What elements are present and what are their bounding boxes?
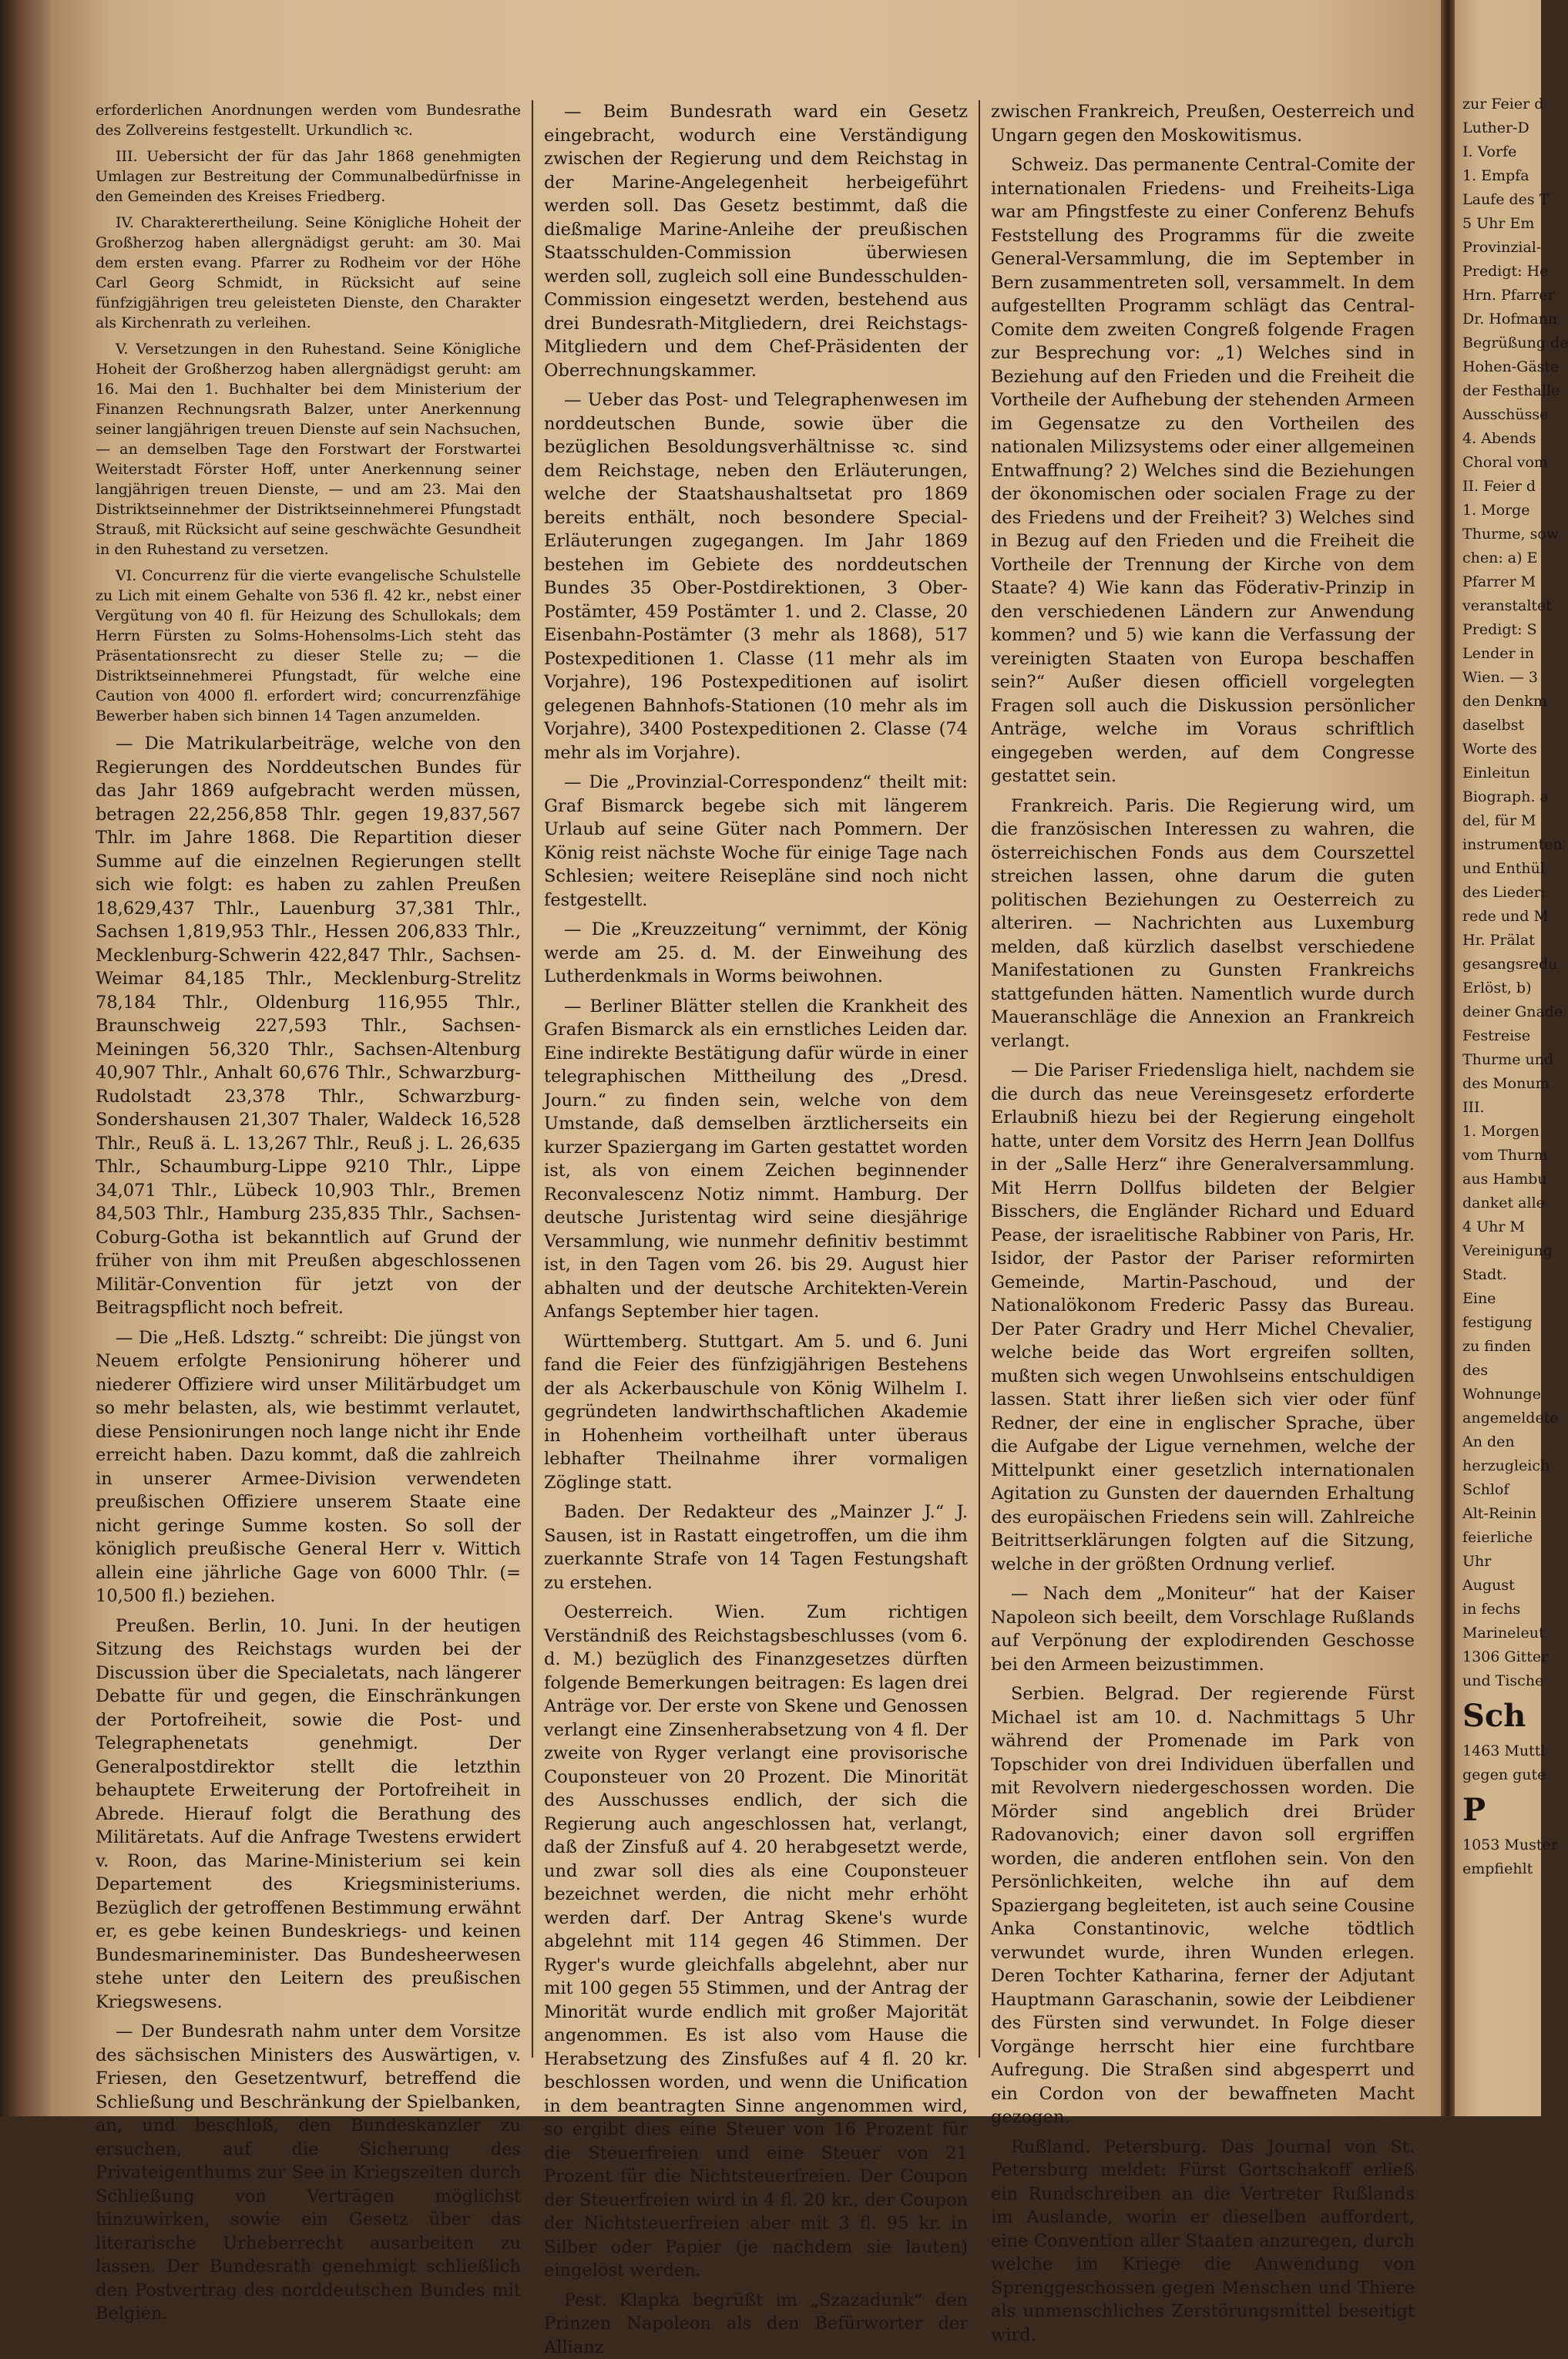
next-page-line: und Enthül [1455,857,1541,881]
next-page-line: zur Feier d [1455,92,1541,116]
next-page-line: Vereinigung [1455,1239,1541,1263]
next-page-line: den Denkm [1455,690,1541,714]
paragraph: erforderlichen Anordnungen werden vom Bundesrathe des Zollvereins festgestellt. Urkundlich ꝛc. [96,100,521,140]
book-gutter [1441,0,1455,2116]
paragraph: — Die Pariser Friedensliga hielt, nachdem sie die durch das neue Vereinsgesetz erforderte Erlaubniß hiezu bei der Regierung eingeholt hatte, unter dem Vorsitz des Herrn Jean Dollfus in der „Salle Herz“ ihre Generalversammlung. Mit Herrn Dollfus bildeten der Belgier Bisschers, die Engländer Richard und Eduard Pease, der israelitische Rabbiner von Paris, Hr. Isidor, der Pastor der Pariser reformirten Gemeinde, Martin-Paschoud, und der Nationalökonom Frederic Passy das Bureau. Der Pater Gradry und Herr Michel Chevalier, welche beide das Wort ergreifen sollten, mußten sich wegen Unwohlseins entschuldigen lassen. Statt ihrer ließen sich vier oder fünf Redner, der eine in englischer Sprache, über die Aufgabe der Ligue vernehmen, welche der Mittelpunkt einer gesetzlich internationalen Agitation zu Gunsten der dauernden Erhaltung des europäischen Friedens sein will. Zahlreiche Beitrittserklärungen folgten auf die Sitzung, welche in der größten Ordnung verlief. [991,1059,1415,1576]
paragraph: — Die Matrikularbeiträge, welche von den Regierungen des Norddeutschen Bundes für das Jahr 1869 aufgebracht werden müssen, betragen 22,256,858 Thlr. gegen 19,837,567 Thlr. im Jahre 1868. Die Repartition dieser Summe auf die einzelnen Regierungen stellt sich wie folgt: es haben zu zahlen Preußen 18,629,437 Thlr., Lauenburg 37,381 Thlr., Sachsen 1,819,953 Thlr., Hessen 206,833 Thlr., Mecklenburg-Schwerin 422,847 Thlr., Sachsen-Weimar 84,185 Thlr., Mecklenburg-Strelitz 78,184 Thlr., Oldenburg 116,955 Thlr., Braunschweig 227,593 Thlr., Sachsen-Meiningen 56,320 Thlr., Sachsen-Altenburg 40,907 Thlr., Anhalt 60,676 Thlr., Schwarzburg-Rudolstadt 23,378 Thlr., Schwarzburg-Sondershausen 21,307 Thaler, Waldeck 16,528 Thlr., Reuß ä. L. 13,267 Thlr., Reuß j. L. 26,635 Thlr., Schaumburg-Lippe 9210 Thlr., Lippe 34,071 Thlr., Lübeck 10,903 Thlr., Bremen 84,503 Thlr., Hamburg 235,835 Thlr., Sachsen-Coburg-Gotha ist bekanntlich auf Grund der früher von ihm mit Preußen abgeschlossenen Militär-Convention für jetzt von der Beitragspflicht noch befreit. [96,732,521,1320]
paragraph: III. Uebersicht der für das Jahr 1868 genehmigten Umlagen zur Bestreitung der Communalbedürfnisse in den Gemeinden des Kreises Friedberg. [96,146,521,207]
paragraph: — Beim Bundesrath ward ein Gesetz eingebracht, wodurch eine Verständigung zwischen der Regierung und dem Reichstag in der Marine-Angelegenheit herbeigeführt werden soll. Das Gesetz bestimmt, daß die dießmalige Marine-Anleihe der preußischen Staatsschulden-Commission überwiesen werden soll, zugleich soll eine Bundesschulden-Commission eingesetzt werden, bestehend aus drei Bundesrath-Mitgliedern, drei Reichstags-Mitgliedern und dem Chef-Präsidenten der Oberrechnungskammer. [544,100,968,382]
next-page-line: angemeldete [1455,1406,1541,1430]
next-page-line: 4 Uhr M [1455,1215,1541,1239]
next-page-line: Einleitun [1455,761,1541,785]
next-page-line: der Festhalle [1455,379,1541,403]
next-page-line: chen: a) E [1455,546,1541,570]
next-page-line: Erlöst, b) [1455,976,1541,1000]
next-page-line: danket alle [1455,1191,1541,1215]
next-page-line: Eine [1455,1287,1541,1311]
next-page-line: Wien. — 3 [1455,666,1541,690]
next-page-line: Hrn. Pfarrer [1455,284,1541,307]
column-2 [532,100,979,2058]
next-page-line: Predigt: He [1455,260,1541,284]
next-page-line: An den [1455,1430,1541,1454]
paragraph: IV. Charakterertheilung. Seine Königliche Hoheit der Großherzog haben allergnädigst geruht: am 30. Mai dem ersten evang. Pfarrer zu Rodheim vor der Höhe Carl Georg Schmidt, in Rücksicht auf seine fünfzigjährigen treu geleisteten Dienste, den Charakter als Kirchenrath zu verleihen. [96,213,521,333]
next-page-line: festigung [1455,1311,1541,1335]
paragraph: Oesterreich. Wien. Zum richtigen Verständniß des Reichstagsbeschlusses (vom 6. d. M.) bezüglich des Finanzgesetzes dürften folgende Bemerkungen beitragen: Es lagen drei Anträge vor. Der erste von Skene und Genossen verlangt eine Zinsenherabsetzung von 4 fl. Der zweite von Ryger verlangt eine provisorische Couponsteuer von 20 Prozent. Die Minorität des Ausschusses endlich, der sich die Regierung auch angeschlossen hat, verlangt, daß der Zinsfuß auf 4. 20 herabgesetzt werde, und zwar soll dies als eine Couponsteuer bezeichnet werden, die nicht mehr erhöht werden darf. Der Antrag Skene's wurde abgelehnt mit 114 gegen 46 Stimmen. Der Ryger's wurde gleichfalls abgelehnt, aber nur mit 100 gegen 55 Stimmen, und der Antrag der Minorität wurde endlich mit großer Majorität angenommen. Es ist also vom Hause die Herabsetzung des Zinsfußes auf 4 fl. 20 kr. beschlossen worden, und wenn die Unification in dem beantragten Sinne angenommen wird, so ergibt dies eine Steuer von 16 Prozent für die Steuerfreien und eine Steuer von 21 Prozent für die Nichtsteuerfreien. Der Coupon der Steuerfreien wird in 4 fl. 20 kr., der Coupon der Nichtsteuerfreien aber mit 3 fl. 95 kr. in Silber oder Papier (je nachdem sie lauten) eingelöst werden. [544,1601,968,2283]
article-columns [85,100,1425,2058]
paragraph: Serbien. Belgrad. Der regierende Fürst Michael ist am 10. d. Nachmittags 5 Uhr während der Promenade im Park von Topschider von drei Individuen überfallen und mit Revolvern niedergeschossen worden. Die Mörder sind angeblich drei Brüder Radovanovich; einer davon soll ergriffen worden, die anderen entflohen sein. Von den Persönlichkeiten, welche ihn auf dem Spaziergang begleiteten, ist auch seine Cousine Anka Constantinovic, welche tödtlich verwundet wurde, ihren Wunden erlegen. Deren Tochter Katharina, ferner der Adjutant Hauptmann Garaschanin, sowie der Leibdiener des Fürsten sind verwundet. In Folge dieser Vorgänge herrscht hier eine furchtbare Aufregung. Die Straßen sind abgesperrt und ein Cordon von der bewaffneten Macht gezogen. [991,1682,1415,2129]
next-page-line: 1. Morge [1455,499,1541,523]
next-page-line: Uhr [1455,1550,1541,1574]
paragraph: — Die „Kreuzzeitung“ vernimmt, der König werde am 25. d. M. der Einweihung des Lutherdenkmals in Worms beiwohnen. [544,918,968,989]
next-page-line: des Lieder: [1455,881,1541,905]
paragraph: — Die „Heß. Ldsztg.“ schreibt: Die jüngst von Neuem erfolgte Pensionirung höherer und niederer Offiziere wird unser Militärbudget um so mehr belasten, als, wie bestimmt verlautet, diese Pensionirungen noch lange nicht ihr Ende erreicht haben. Dazu kommt, daß die zahlreich in unserer Armee-Division verwendeten preußischen Offiziere unserem Staate eine nicht geringe Summe kosten. So soll der königlich preußische General Herr v. Wittich allein eine jährliche Gage von 6000 Thlr. (= 10,500 fl.) beziehen. [96,1326,521,1608]
next-page-line: herzugleich [1455,1454,1541,1478]
next-page-line: veranstaltet [1455,594,1541,618]
next-page-line: 1. Morgen [1455,1120,1541,1144]
paragraph: — Ueber das Post- und Telegraphenwesen im norddeutschen Bunde, sowie über die bezüglichen Besoldungsverhältnisse ꝛc. sind dem Reichstage, neben den Erläuterungen, welche der Staatshaushaltsetat pro 1869 bereits enthält, noch besondere Special-Erläuterungen zugegangen. Im Jahr 1869 bestehen im Gebiete des norddeutschen Bundes 35 Ober-Postdirektionen, 3 Ober-Postämter, 459 Postämter 1. und 2. Classe, 20 Eisenbahn-Postämter (3 mehr als 1868), 517 Postexpeditionen 1. Classe (11 mehr als im Vorjahre), 196 Postexpeditionen auf isolirt gelegenen Bahnhofs-Stationen (10 mehr als im Vorjahre), 3400 Postexpeditionen 2. Classe (74 mehr als im Vorjahre). [544,388,968,764]
next-page-line: del, für M [1455,809,1541,833]
next-page-line: Begrüßung de [1455,331,1541,355]
next-page-line: Sch [1455,1693,1541,1739]
next-page-line: I. Vorfe [1455,140,1541,164]
next-page-line: Marineleut [1455,1621,1541,1645]
next-page-line: des Monum [1455,1072,1541,1096]
next-page-line: Provinzial- [1455,236,1541,260]
next-page-line: Luther-D [1455,116,1541,140]
next-page-line: P [1455,1787,1541,1833]
next-page-line: zu finden [1455,1335,1541,1359]
next-page-line: 1306 Gitter [1455,1645,1541,1669]
next-page-line: Hr. Prälat [1455,929,1541,953]
paragraph: Frankreich. Paris. Die Regierung wird, um die französischen Interessen zu wahren, die österreichischen Fonds aus dem Courszettel streichen lassen, ohne darum die guten politischen Beziehungen zu Oesterreich zu alteriren. — Nachrichten aus Luxemburg melden, daß kürzlich daselbst verschiedene Manifestationen zu Gunsten Frankreichs stattgefunden hätten. Namentlich wurde durch Maueranschläge die Annexion an Frankreich verlangt. [991,795,1415,1053]
paragraph: VI. Concurrenz für die vierte evangelische Schulstelle zu Lich mit einem Gehalte von 536 fl. 42 kr., nebst einer Vergütung von 40 fl. für Heizung des Schullokals; dem Herrn Fürsten zu Solms-Hohensolms-Lich steht das Präsentationsrecht zu dieser Stelle zu; — die Distriktseinnehmerei Pfungstadt, für welche eine Caution von 4000 fl. erfordert wird; concurrenzfähige Bewerber haben sich binnen 14 Tagen anzumelden. [96,566,521,726]
next-page-line: 1463 Muttl [1455,1739,1541,1763]
paragraph: — Berliner Blätter stellen die Krankheit des Grafen Bismarck als ein ernstliches Leiden dar. Eine indirekte Bestätigung dafür würde in einer telegraphischen Mittheilung des „Dresd. Journ.“ zu finden sein, welche von dem Umstande, daß demselben ärztlicherseits ein kurzer Spaziergang im Garten gestattet worden ist, als von einem Zeichen beginnender Reconvalescenz Notiz nimmt. Hamburg. Der deutsche Juristentag wird seine diesjährige Versammlung, wie nunmehr definitiv bestimmt ist, in den Tagen vom 26. bis 29. August hier abhalten und der deutsche Architekten-Verein Anfangs September hier tagen. [544,995,968,1324]
next-page-line: Thurme, sow [1455,523,1541,546]
paragraph: — Die „Provinzial-Correspondenz“ theilt mit: Graf Bismarck begebe sich mit längerem Urlaub auf seine Güter nach Pommern. Der König reist nächste Woche für einige Tage nach Schlesien; weitere Reisepläne sind noch nicht festgestellt. [544,771,968,912]
next-page-line: 5 Uhr Em [1455,212,1541,236]
next-page-line: Predigt: S [1455,618,1541,642]
next-page-line: Thurme und [1455,1048,1541,1072]
paragraph: Schweiz. Das permanente Central-Comite der internationalen Friedens- und Freiheits-Liga war am Pfingstfeste zu einer Conferenz Behufs Feststellung des Programms für die zweite General-Versammlung, die im September in Bern zusammentreten soll, versammelt. In dem aufgestellten Programm schlägt das Central-Comite dem zweiten Congreß folgende Fragen zur Besprechung vor: „1) Welches sind in Beziehung auf den Frieden und die Freiheit die Vortheile der Aufhebung der stehenden Armeen im Gegensatze zu den Vortheilen des nationalen Milizsystems oder einer allgemeinen Entwaffnung? 2) Welches sind die Beziehungen der ökonomischen oder socialen Frage zu der des Friedens und der Freiheit? 3) Welches sind in Bezug auf den Frieden und die Freiheit die Vortheile der Trennung der Kirche von dem Staate? 4) Wie kann das Föderativ-Prinzip in den verschiedenen Ländern zur Anwendung kommen? und 5) wie kann die Verfassung der vereinigten Staaten von Europa beschaffen sein?“ Außer diesen officiell vorgelegten Fragen soll auch die Diskussion persönlicher Anträge, welche im Voraus schriftlich eingegeben werden, auf dem Congresse gestattet sein. [991,153,1415,788]
next-page-lines [1455,0,1541,1881]
next-page-line: gegen gute [1455,1763,1541,1787]
next-page-line: vom Thurm [1455,1144,1541,1168]
next-page-line: Laufe des T [1455,188,1541,212]
next-page-line: Schlof [1455,1478,1541,1502]
next-page-line: II. Feier d [1455,475,1541,499]
paragraph: Baden. Der Redakteur des „Mainzer J.“ J. Sausen, ist in Rastatt eingetroffen, um die ihm zuerkannte Strafe von 14 Tagen Festungshaft zu erstehen. [544,1500,968,1595]
next-page-fragment [1455,0,1541,2116]
book-edge-left [0,0,54,2116]
next-page-line: Biograph. a [1455,785,1541,809]
paragraph: Württemberg. Stuttgart. Am 5. und 6. Juni fand die Feier des fünfzigjährigen Bestehens der als Ackerbauschule von König Wilhelm I. gegründeten landwirthschaftlichen Akademie in Hohenheim vortheilhaft unter überaus lebhafter Theilnahme ihrer vormaligen Zöglinge statt. [544,1330,968,1495]
next-page-line: Alt-Reinin [1455,1502,1541,1526]
next-page-line: aus Hambu [1455,1168,1541,1191]
next-page-line: Lender in [1455,642,1541,666]
next-page-line: Pfarrer M [1455,570,1541,594]
column-1 [85,100,532,2058]
paragraph: Rußland. Petersburg. Das Journal von St. Petersburg meldet: Fürst Gortschakoff erließ ein Rundschreiben an die Vertreter Rußlands im Auslande, worin er dieselben auffordert, eine Convention aller Staaten anzuregen, durch welche im Kriege die Anwendung von Sprenggeschossen gegen Menschen und Thiere als unmenschliches Zerstörungsmittel beseitigt wird. [991,2136,1415,2347]
next-page-line: Worte des [1455,738,1541,761]
paragraph: V. Versetzungen in den Ruhestand. Seine Königliche Hoheit der Großherzog haben allergnädigst geruht: am 16. Mai den 1. Buchhalter bei dem Ministerium der Finanzen Rechnungsrath Balzer, unter Anerkennung seiner langjährigen treuen Dienste auf sein Nachsuchen, — an demselben Tage den Forstwart der Forstwartei Weiterstadt Förster Hoff, unter Anerkennung seiner langjährigen treuen Dienste, — und am 23. Mai den Distriktseinnehmer der Distriktseinnehmerei Pfungstadt Strauß, mit Rücksicht auf seine geschwächte Gesundheit in den Ruhestand zu versetzen. [96,339,521,560]
paragraph: Preußen. Berlin, 10. Juni. In der heutigen Sitzung des Reichstags wurden bei der Discussion über die Specialetats, nach längerer Debatte für und gegen, die Einschränkungen der Portofreiheit, sowie die Post- und Telegraphenetats genehmigt. Der Generalpostdirektor stellt die letzthin behauptete Erweiterung der Portofreiheit in Abrede. Hierauf folgt die Berathung des Militäretats. Auf die Anfrage Twestens erwidert v. Roon, das Marine-Ministerium sei kein Departement des Kriegsministeriums. Bezüglich der getroffenen Bestimmung erwähnt er, es gebe keinen Bundeskriegs- und keinen Bundesmarineminister. Das Bundesheerwesen stehe unter den Leitern des preußischen Kriegswesens. [96,1615,521,2015]
next-page-line: in fechs [1455,1598,1541,1621]
next-page-line: des [1455,1359,1541,1383]
next-page-line: 1053 Muster [1455,1833,1541,1857]
next-page-line: Wohnunge [1455,1383,1541,1406]
next-page-line: Stadt. [1455,1263,1541,1287]
next-page-line: daselbst [1455,714,1541,738]
paragraph: — Nach dem „Moniteur“ hat der Kaiser Napoleon sich beeilt, dem Vorschlage Rußlands auf Verpönung der explodirenden Geschosse bei den Armeen beizustimmen. [991,1582,1415,1676]
next-page-line: instrumenten [1455,833,1541,857]
next-page-line: Choral vom [1455,451,1541,475]
next-page-line: Festreise [1455,1024,1541,1048]
next-page-line: empfiehlt [1455,1857,1541,1881]
next-page-line: III. [1455,1096,1541,1120]
next-page-line: rede und M [1455,905,1541,929]
next-page-line: feierliche [1455,1526,1541,1550]
next-page-line: 4. Abends [1455,427,1541,451]
column-3 [979,100,1425,2058]
next-page-line: 1. Empfa [1455,164,1541,188]
paragraph: Pest. Klapka begrüßt im „Szazadunk“ den Prinzen Napoleon als den Befürworter der Allianz [544,2289,968,2359]
next-page-line: deiner Gnade [1455,1000,1541,1024]
next-page-line: gesangsredu [1455,953,1541,976]
paragraph: zwischen Frankreich, Preußen, Oesterreich und Ungarn gegen den Moskowitismus. [991,100,1415,147]
paragraph: — Der Bundesrath nahm unter dem Vorsitze des sächsischen Ministers des Auswärtigen, v. Friesen, den Gesetzentwurf, betreffend die Schließung und Beschränkung der Spielbanken, an, und beschloß, den Bundeskanzler zu ersuchen, auf die Sicherung des Privateigenthums zur See in Kriegszeiten durch Schließung von Verträgen möglichst hinzuwirken, sowie ein Gesetz über das literarische Urheberrecht ausarbeiten zu lassen. Der Bundesrath genehmigt schließlich den Postvertrag des norddeutschen Bundes mit Belgien. [96,2020,521,2326]
next-page-line: Dr. Hofmann [1455,307,1541,331]
next-page-line: August [1455,1574,1541,1598]
next-page-line: und Tische [1455,1669,1541,1693]
next-page-line: Ausschüsse [1455,403,1541,427]
next-page-line: Hohen-Gäste [1455,355,1541,379]
